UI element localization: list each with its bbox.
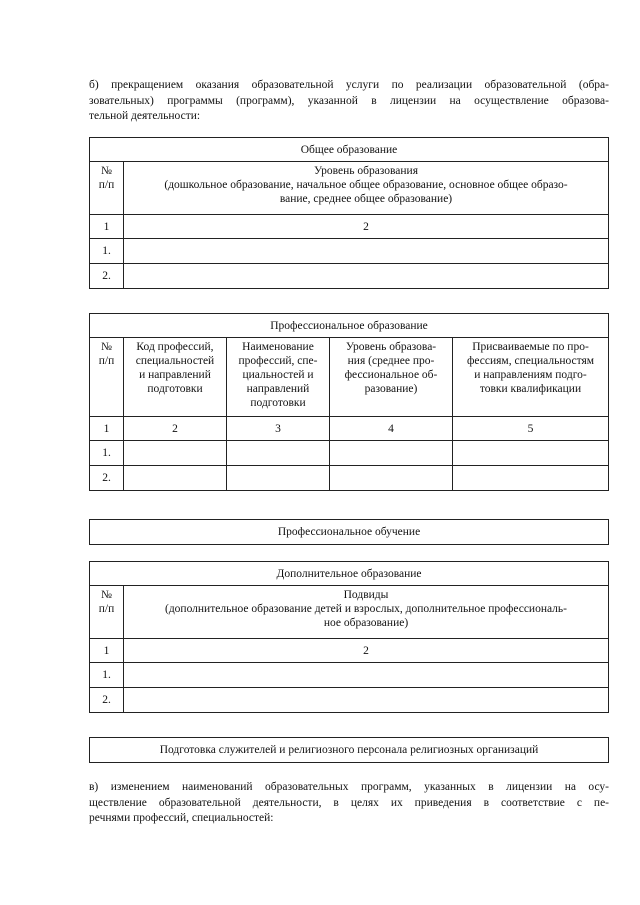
header-line: ния (среднее про- xyxy=(347,355,435,367)
column-number: 3 xyxy=(227,417,330,441)
header-line: фессиям, специальностям xyxy=(466,355,595,367)
header-line: п/п xyxy=(98,179,115,191)
header-line: Код профессий, xyxy=(136,341,214,353)
empty-cell xyxy=(453,466,609,491)
empty-cell xyxy=(124,688,609,713)
outro-paragraph xyxy=(89,780,609,827)
col-header-level xyxy=(330,338,453,417)
outro-line: ществление образовательной деятельности, в целях их приведения в соответствие с пе- xyxy=(89,796,609,809)
header-line: специальностей xyxy=(135,355,215,367)
empty-cell xyxy=(227,441,330,466)
header-line: (дошкольное образование, начальное общее образование, основное общее образо- xyxy=(164,179,568,191)
table-title: Общее образование xyxy=(90,138,609,162)
empty-cell xyxy=(124,264,609,289)
header-line: Наименование xyxy=(242,341,314,353)
column-number: 2 xyxy=(124,417,227,441)
col-header-level xyxy=(124,162,609,215)
col-header-number xyxy=(90,586,124,639)
header-line: Присваиваемые по про- xyxy=(472,341,589,353)
header-line: и направлениям подго- xyxy=(474,369,587,381)
empty-cell xyxy=(330,466,453,491)
header-line: разование) xyxy=(364,383,418,395)
outro-line: речнями профессий, специальностей: xyxy=(89,812,274,824)
header-line: направлений xyxy=(246,383,310,395)
header-line: ное образование) xyxy=(323,617,409,629)
col-header-qualification xyxy=(453,338,609,417)
header-line: (дополнительное образование детей и взрослых, дополнительное профессиональ- xyxy=(164,603,567,615)
empty-cell xyxy=(227,466,330,491)
header-line: Уровень образова- xyxy=(345,341,437,353)
row-number: 1. xyxy=(90,239,124,264)
intro-line: зовательных) программы (программ), указанной в лицензии на осуществление образова- xyxy=(89,94,609,107)
additional-education-table xyxy=(89,561,609,713)
column-number: 1 xyxy=(90,215,124,239)
col-header-number xyxy=(90,338,124,417)
row-number: 2. xyxy=(90,466,124,491)
header-line: подготовки xyxy=(250,397,306,409)
intro-line: б) прекращением оказания образовательной услуги по реализации образовательной (обра- xyxy=(89,79,609,91)
col-header-code xyxy=(124,338,227,417)
empty-cell xyxy=(124,466,227,491)
col-header-name xyxy=(227,338,330,417)
intro-line: тельной деятельности: xyxy=(89,110,201,122)
table-title: Подготовка служителей и религиозного персонала религиозных организаций xyxy=(90,738,609,763)
header-line: п/п xyxy=(98,603,115,615)
header-line: профессий, спе- xyxy=(238,355,318,367)
header-line: фессиональное об- xyxy=(344,369,438,381)
table-title: Профессиональное образование xyxy=(90,314,609,338)
empty-cell xyxy=(124,239,609,264)
column-number: 2 xyxy=(124,639,609,663)
empty-cell xyxy=(124,441,227,466)
header-line: подготовки xyxy=(147,383,203,395)
header-line: п/п xyxy=(98,355,115,367)
header-line: № xyxy=(101,589,112,601)
religious-training-table xyxy=(89,737,609,763)
column-number: 1 xyxy=(90,417,124,441)
header-line: вание, среднее общее образование) xyxy=(279,193,453,205)
professional-education-table xyxy=(89,313,609,491)
intro-paragraph xyxy=(89,78,609,125)
header-line: циальностей и xyxy=(242,369,314,381)
header-line: Подвиды xyxy=(343,589,389,601)
row-number: 2. xyxy=(90,688,124,713)
table-title: Профессиональное обучение xyxy=(90,520,609,545)
header-line: № xyxy=(101,165,112,177)
col-header-subtype xyxy=(124,586,609,639)
row-number: 1. xyxy=(90,663,124,688)
empty-cell xyxy=(453,441,609,466)
outro-line: в) изменением наименований образовательных программ, указанных в лицензии на осу- xyxy=(89,781,609,793)
column-number: 1 xyxy=(90,639,124,663)
row-number: 1. xyxy=(90,441,124,466)
table-title: Дополнительное образование xyxy=(90,562,609,586)
header-line: и направлений xyxy=(139,369,211,381)
professional-training-table xyxy=(89,519,609,545)
empty-cell xyxy=(330,441,453,466)
column-number: 2 xyxy=(124,215,609,239)
header-line: товки квалификации xyxy=(479,383,582,395)
general-education-table xyxy=(89,137,609,289)
header-line: Уровень образования xyxy=(313,165,419,177)
col-header-number xyxy=(90,162,124,215)
column-number: 5 xyxy=(453,417,609,441)
row-number: 2. xyxy=(90,264,124,289)
empty-cell xyxy=(124,663,609,688)
column-number: 4 xyxy=(330,417,453,441)
header-line: № xyxy=(101,341,112,353)
